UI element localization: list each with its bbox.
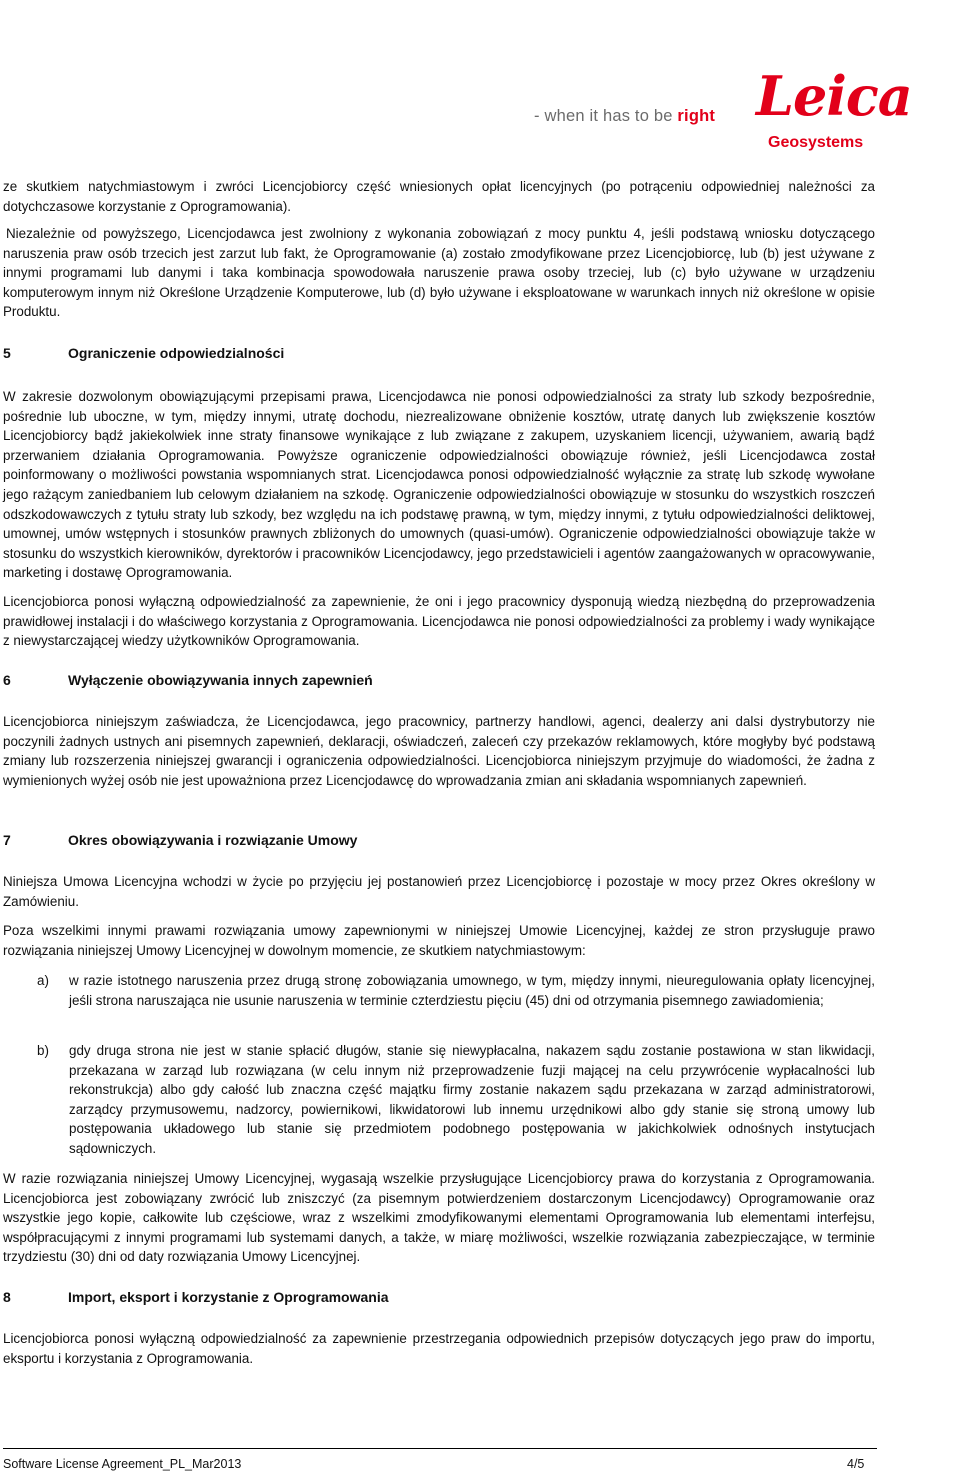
tagline-prefix: - when it has to be [534, 107, 678, 125]
section-title: Ograniczenie odpowiedzialności [68, 345, 285, 361]
paragraph-termination-rights: Poza wszelkimi innymi prawami rozwiązania umowy zapewnionymi w niniejszej Umowie Licencyjnej, każdej ze stron przysługuje prawo rozwiązania niniejszej Umowy Licencyjnej w dowolnym momencie, ze skutkiem natychmiastowym: [3, 923, 875, 958]
paragraph-continuation: ze skutkiem natychmiastowym i zwróci Licencjobiorcy część wniesionych opłat licencyjnych (po potrąceniu odpowiedniej należności za dotychczasowe korzystanie z Oprogramowania). [3, 179, 875, 214]
footer-divider [3, 1448, 877, 1449]
section-heading-5 [3, 344, 284, 364]
logo-subtitle: Geosystems [768, 134, 864, 151]
section-heading-6 [3, 671, 373, 691]
section-number: 6 [3, 672, 11, 688]
list-label: a) [37, 973, 49, 988]
section-title: Okres obowiązywania i rozwiązanie Umowy [68, 832, 358, 848]
brand-tagline [534, 107, 715, 126]
logo-script-text: Leica [756, 64, 912, 128]
section-title: Wyłączenie obowiązywania innych zapewnień [68, 672, 373, 688]
section-title: Import, eksport i korzystanie z Oprogramowania [68, 1289, 389, 1305]
leica-logo [754, 64, 912, 155]
footer-document-name: Software License Agreement_PL_Mar2013 [3, 1457, 242, 1471]
paragraph-exemption: Niezależnie od powyższego, Licencjodawca jest zwolniony z wykonania zobowiązań z mocy punktu 4, jeśli podstawą wniosku dotyczącego naruszenia praw osób trzecich jest zarzut lub fakt, że Oprogramowanie (a) zostało zmodyfikowane przez Licencjobiorcę, lub (b) jest używane z innymi programami lub danymi i taka kombinacja spowodowała naruszenie prawa osoby trzeciej, lub (c) było używane w urządzeniu komputerowym innym niż Określone Urządzenie Komputerowe, lub (d) było używane i eksploatowane w warunkach innych niż określone w opisie Produktu. [3, 226, 875, 320]
section-heading-7 [3, 831, 357, 851]
paragraph-licensee-responsibility: Licencjobiorca ponosi wyłączną odpowiedzialność za zapewnienie, że oni i jego pracownicy dysponują wiedzą niezbędną do przeprowadzenia prawidłowej instalacji i do właściwego korzystania z Oprogramowania. Licencjodawca nie ponosi odpowiedzialności za problemy i wady wynikające z niewystarczającej wiedzy użytkowników Oprogramowania. [3, 594, 875, 649]
section-heading-8 [3, 1288, 389, 1308]
footer-page-number: 4/5 [847, 1457, 865, 1471]
section-number: 5 [3, 345, 11, 361]
list-label: b) [37, 1043, 49, 1058]
list-text: w razie istotnego naruszenia przez drugą stronę zobowiązania umownego, w tym, między innymi, nieuregulowania opłaty licencyjnej, jeśli strona naruszająca nie usunie naruszenia w terminie czterdziestu pięciu (45) dni od otrzymania pisemnego zawiadomienia; [69, 973, 875, 1008]
paragraph-term: Niniejsza Umowa Licencyjna wchodzi w życie po przyjęciu jej postanowień przez Licencjobiorcę i pozostaje w mocy przez Okres określony w Zamówieniu. [3, 874, 875, 909]
paragraph-liability: W zakresie dozwolonym obowiązującymi przepisami prawa, Licencjodawca nie ponosi odpowiedzialności za straty lub szkody bezpośrednie, pośrednie lub uboczne, w tym, między innymi, utratę dochodu, niezrealizowane obniżenie kosztów, utratę danych lub zwiększenie kosztów Licencjobiorcy bądź jakiekolwiek inne straty finansowe wynikające z lub związane z zakupem, uzyskaniem licencji, używaniem, awarią bądź przerwaniem działania Oprogramowania. Powyższe ograniczenie odpowiedzialności obowiązuje również, jeśli Licencjodawca został poinformowany o możliwości powstania wspomnianych strat. Licencjodawca ponosi odpowiedzialność wyłącznie za stratę lub szkodę wywołane jego rażącym zaniedbaniem lub celowym działaniem na szkodę. Ograniczenie odpowiedzialności obowiązuje w stosunku do wszystkich roszczeń odszkodowawczych z tytułu straty lub szkody, bez względu na ich podstawę prawną, w tym, między innymi, z tytułu odpowiedzialności deliktowej, umownej, umów wstępnych i stosunków prawnych zbliżonych do umownych (quasi-umów). Ograniczenie odpowiedzialności obowiązuje także w stosunku do wszystkich kierowników, dyrektorów i pracowników Licencjodawcy, jego przedstawicieli i agentów zaangażowanych w opracowywanie, marketing i dostawę Oprogramowania. [3, 389, 875, 581]
paragraph-termination-effects: W razie rozwiązania niniejszej Umowy Licencyjnej, wygasają wszelkie przysługujące Licencjobiorcy prawa do korzystania z Oprogramowania. Licencjobiorca jest zobowiązany zwrócić lub zniszczyć (za pisemnym potwierdzeniem dostarczonym Licencjodawcy) Oprogramowanie oraz wszystkie jego kopie, całkowite lub częściowe, wraz z wszelkimi zmodyfikowanymi elementami Oprogramowania lub elementami interfejsu, współpracującymi z innymi programami lub systemami danych, a także, w miarę możliwości, wszelkie rozwiązania zabezpieczające, w terminie trzydziestu (30) dni od daty rozwiązania Umowy Licencyjnej. [3, 1171, 875, 1265]
list-text: gdy druga strona nie jest w stanie spłacić długów, stanie się niewypłacalna, nakazem sądu zostanie postawiona w stan likwidacji, przekazana w zarząd lub rozwiązana (w celu innym niż przeprowadzenie fuzji mającej na celu przywrócenie wypłacalności lub rekonstrukcja) albo gdy całość lub znaczna część majątku firmy zostanie nakazem sądu przekazana w zarząd administratorowi, zarządcy przymusowemu, nadzorcy, powiernikowi, likwidatorowi lub innemu urzędnikowi albo gdy stanie się stroną umowy lub postępowania układowego lub stanie się przedmiotem podobnego postępowania w jakichkolwiek odnośnych instytucjach sądowniczych. [69, 1043, 875, 1156]
section-number: 7 [3, 832, 11, 848]
paragraph-no-warranties: Licencjobiorca niniejszym zaświadcza, że Licencjodawca, jego pracownicy, partnerzy handlowi, agenci, dealerzy ani dalsi dystrybutorzy nie poczynili żadnych ustnych ani pisemnych zapewnień, deklaracji, oświadczeń, zaleceń czy przekazów reklamowych, które mogłyby być podstawą zmiany lub rozszerzenia niniejszej gwarancji i ograniczenia odpowiedzialności. Licencjobiorca niniejszym przyjmuje do wiadomości, że żadna z wymienionych wyżej osób nie jest upoważniona przez Licencjodawcę do wprowadzania zmian ani składania wspomnianych zapewnień. [3, 714, 875, 788]
section-number: 8 [3, 1289, 11, 1305]
tagline-accent: right [677, 107, 716, 125]
paragraph-export: Licencjobiorca ponosi wyłączną odpowiedzialność za zapewnienie przestrzegania odpowiednich przepisów dotyczących jego praw do importu, eksportu i korzystania z Oprogramowania. [3, 1331, 875, 1366]
